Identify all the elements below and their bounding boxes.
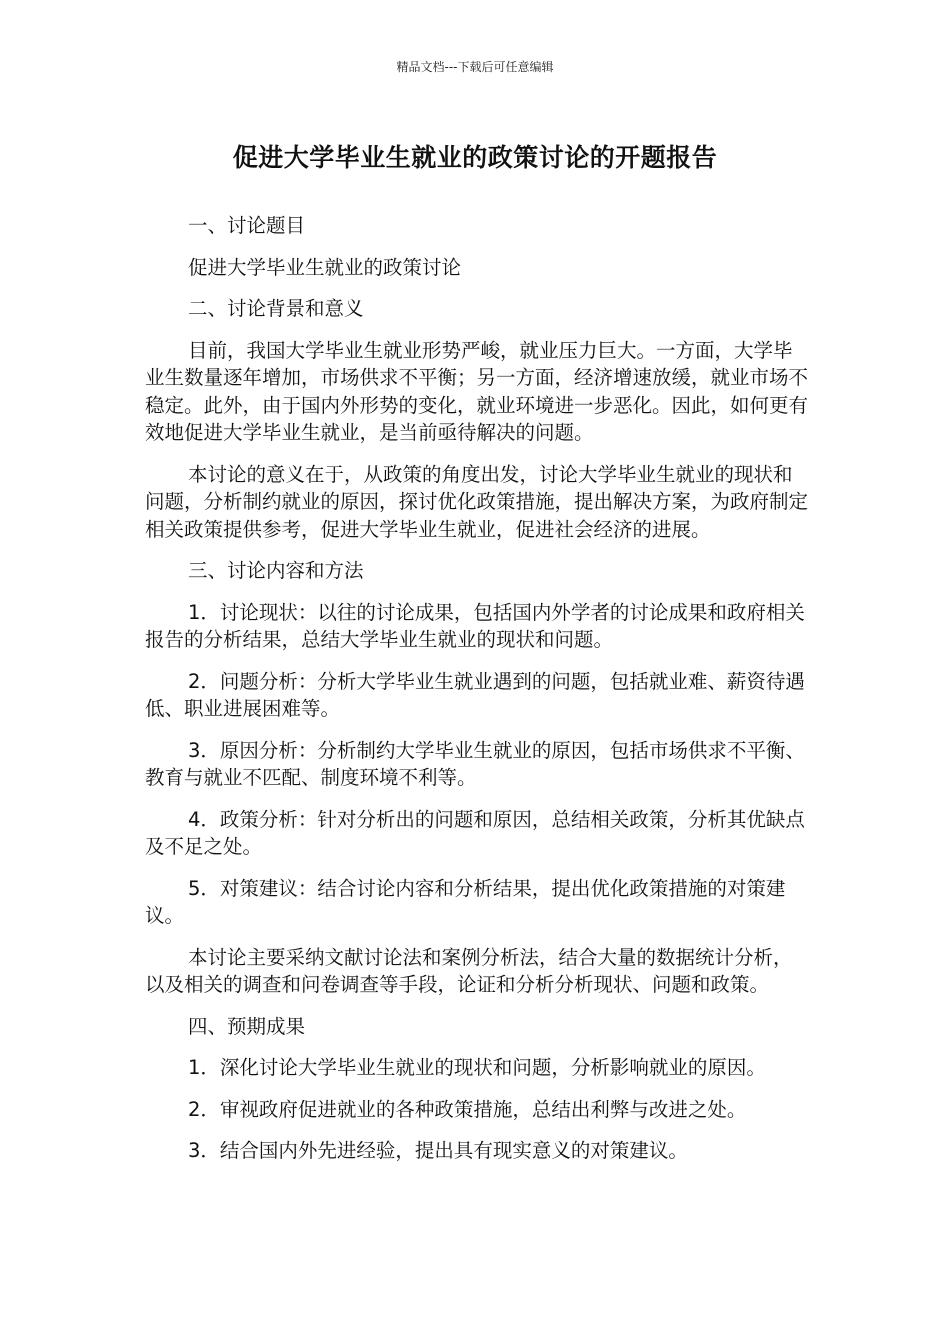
outcome-item-3: 3．结合国内外先进经验，提出具有现实意义的对策建议。 (188, 1139, 688, 1162)
content-item-4: 4．政策分析：针对分析出的问题和原因，总结相关政策，分析其优缺点及不足之处。 (145, 807, 805, 858)
outcome-item-1: 1．深化讨论大学毕业生就业的现状和问题，分析影响就业的原因。 (188, 1056, 766, 1079)
content-item-5: 5．对策建议：结合讨论内容和分析结果，提出优化政策措施的对策建议。 (145, 876, 786, 927)
document-body (145, 212, 810, 1179)
content-item-1: 1．讨论现状：以往的讨论成果，包括国内外学者的讨论成果和政府相关报告的分析结果，总结大学毕业生就业的现状和问题。 (145, 600, 805, 651)
significance-paragraph: 本讨论的意义在于，从政策的角度出发，讨论大学毕业生就业的现状和问题，分析制约就业的原因，探讨优化政策措施，提出解决方案，为政府制定相关政策提供参考，促进大学毕业生就业，促进社会经济的进展。 (145, 462, 809, 541)
page-header: 精品文档---下载后可任意编辑 (396, 60, 554, 74)
document-title: 促进大学毕业生就业的政策讨论的开题报告 (232, 143, 718, 172)
outcome-item-2: 2．审视政府促进就业的各种政策措施，总结出利弊与改进之处。 (188, 1097, 747, 1121)
topic-text: 促进大学毕业生就业的政策讨论 (188, 255, 462, 279)
content-item-3: 3．原因分析：分析制约大学毕业生就业的原因，包括市场供求不平衡、教育与就业不匹配、制度环境不利等。 (145, 738, 805, 789)
section-heading-content-method: 三、讨论内容和方法 (188, 559, 364, 582)
background-paragraph: 目前，我国大学毕业生就业形势严峻，就业压力巨大。一方面，大学毕业生数量逐年增加，市场供求不平衡；另一方面，经济增速放缓，就业市场不稳定。此外，由于国内外形势的变化，就业环境进一步恶化。因此，如何更有效地促进大学毕业生就业，是当前亟待解决的问题。 (145, 338, 809, 444)
section-heading-outcomes: 四、预期成果 (188, 1014, 306, 1038)
method-paragraph: 本讨论主要采纳文献讨论法和案例分析法，结合大量的数据统计分析，以及相关的调查和问卷调查等手段，论证和分析分析现状、问题和政策。 (145, 945, 793, 996)
section-heading-background: 二、讨论背景和意义 (188, 297, 364, 320)
content-item-2: 2．问题分析：分析大学毕业生就业遇到的问题，包括就业难、薪资待遇低、职业进展困难等。 (145, 669, 805, 720)
section-heading-topic: 一、讨论题目 (188, 214, 306, 237)
